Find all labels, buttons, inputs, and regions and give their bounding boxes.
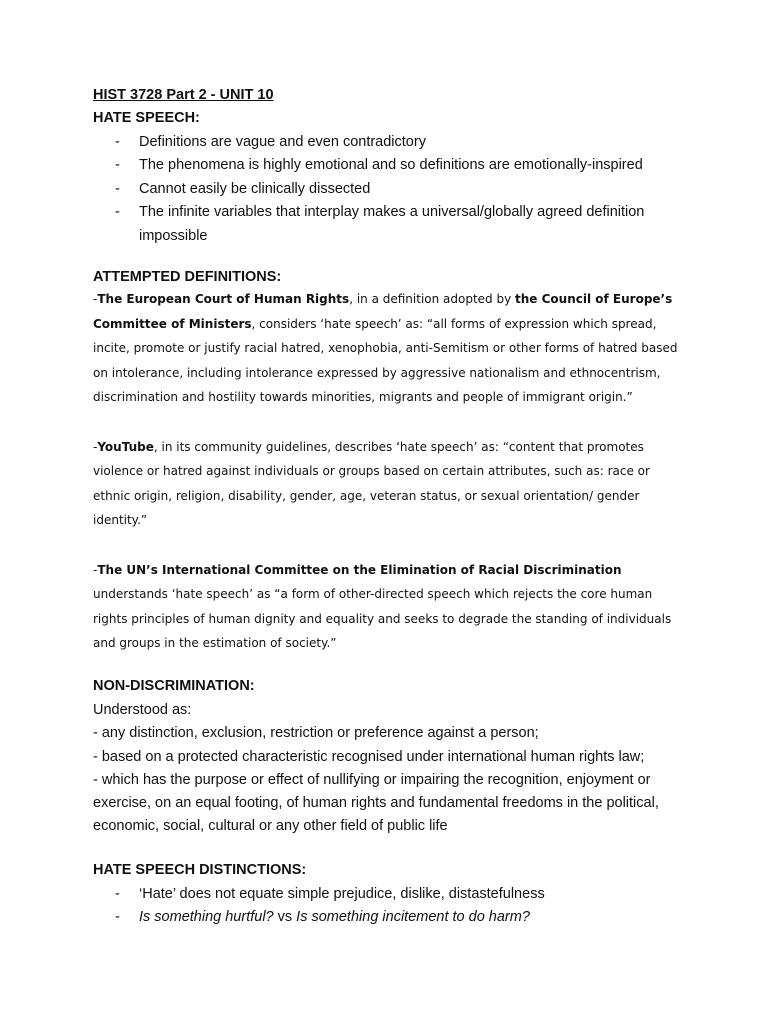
- bullet-dash: -: [115, 204, 120, 221]
- dash: -: [93, 439, 98, 454]
- definition-text: understands ‘hate speech’ as “a form of other-directed speech which rejects the core human rights principles of human dignity and equality and seeks to degrade the standing of individuals and groups in the estimation of society.”: [93, 587, 672, 651]
- section-heading-hate-speech: HATE SPEECH:: [93, 110, 200, 126]
- non-discrimination-intro: Understood as:: [93, 701, 192, 718]
- list-item: [93, 883, 693, 906]
- list-item: [93, 201, 659, 248]
- document-page: [93, 86, 693, 930]
- definition-text: , in a definition adopted by: [349, 292, 516, 307]
- bullet-dash: -: [115, 157, 120, 174]
- document-title: HIST 3728 Part 2 - UNIT 10: [93, 87, 274, 103]
- definition-youtube: [93, 435, 685, 533]
- versus-connector: vs: [273, 909, 297, 926]
- org-name-council-of-europe: the Council of Europe’s Committee of Ministers: [93, 292, 673, 331]
- bullet-dash: -: [115, 909, 120, 926]
- list-item: [93, 154, 693, 177]
- list-item: [93, 131, 693, 154]
- non-discrimination-line: - which has the purpose or effect of nullifying or impairing the recognition, enjoyment or exercise, on an equal footing, of human rights and fundamental freedoms in the political, economic, social, cultural or any other field of public life: [93, 771, 659, 835]
- list-item-text: ‘Hate’ does not equate simple prejudice, dislike, distastefulness: [139, 885, 545, 902]
- dash: -: [93, 292, 98, 307]
- dash: -: [93, 562, 98, 577]
- bullet-dash: -: [115, 134, 120, 150]
- section-heading-attempted-definitions: ATTEMPTED DEFINITIONS:: [93, 269, 282, 286]
- definition-text: , in its community guidelines, describes ‘hate speech’ as: “content that promotes violence or hatred against individuals or groups based on certain attributes, such as: race or ethnic origin, religion, disability, gender, age, veteran status, or sexual orientation/ gender identity.”: [93, 439, 650, 528]
- non-discrimination-line: - any distinction, exclusion, restriction or preference against a person;: [93, 725, 539, 742]
- non-discrimination-line: - based on a protected characteristic recognised under international human rights law;: [93, 748, 645, 765]
- distinctions-list: [93, 883, 693, 930]
- org-name-un: The UN’s International Committee on the Elimination of Racial Discrimination: [97, 562, 622, 577]
- bullet-dash: -: [115, 180, 120, 197]
- list-item-text: Definitions are vague and even contradictory: [139, 134, 426, 150]
- org-name-youtube: YouTube: [97, 439, 154, 454]
- org-name-echr: The European Court of Human Rights: [97, 292, 350, 307]
- list-item-text: The phenomena is highly emotional and so definitions are emotionally-inspired: [139, 157, 643, 174]
- definition-text: , considers ‘hate speech’ as: “all forms of expression which spread, incite, promote or justify racial hatred, xenophobia, anti-Semitism or other forms of hatred based on intolerance, including intolerance expressed by aggressive nationalism and ethnocentrism, discrimination and hostility towards minorities, migrants and people of immigrant origin.”: [93, 316, 678, 405]
- section-heading-non-discrimination: NON-DISCRIMINATION:: [93, 677, 255, 694]
- section-heading-distinctions: HATE SPEECH DISTINCTIONS:: [93, 861, 307, 878]
- definition-un: [93, 558, 685, 656]
- list-item-text: Cannot easily be clinically dissected: [139, 180, 371, 197]
- list-item: [93, 906, 693, 929]
- definition-echr: [93, 287, 685, 410]
- question-hurtful: Is something hurtful?: [139, 909, 274, 926]
- list-item-text: The infinite variables that interplay makes a universal/globally agreed definition impossible: [139, 204, 645, 244]
- question-incitement: Is something incitement to do harm?: [296, 909, 530, 926]
- hate-speech-list: [93, 131, 693, 248]
- bullet-dash: -: [115, 885, 120, 902]
- list-item: [93, 178, 693, 201]
